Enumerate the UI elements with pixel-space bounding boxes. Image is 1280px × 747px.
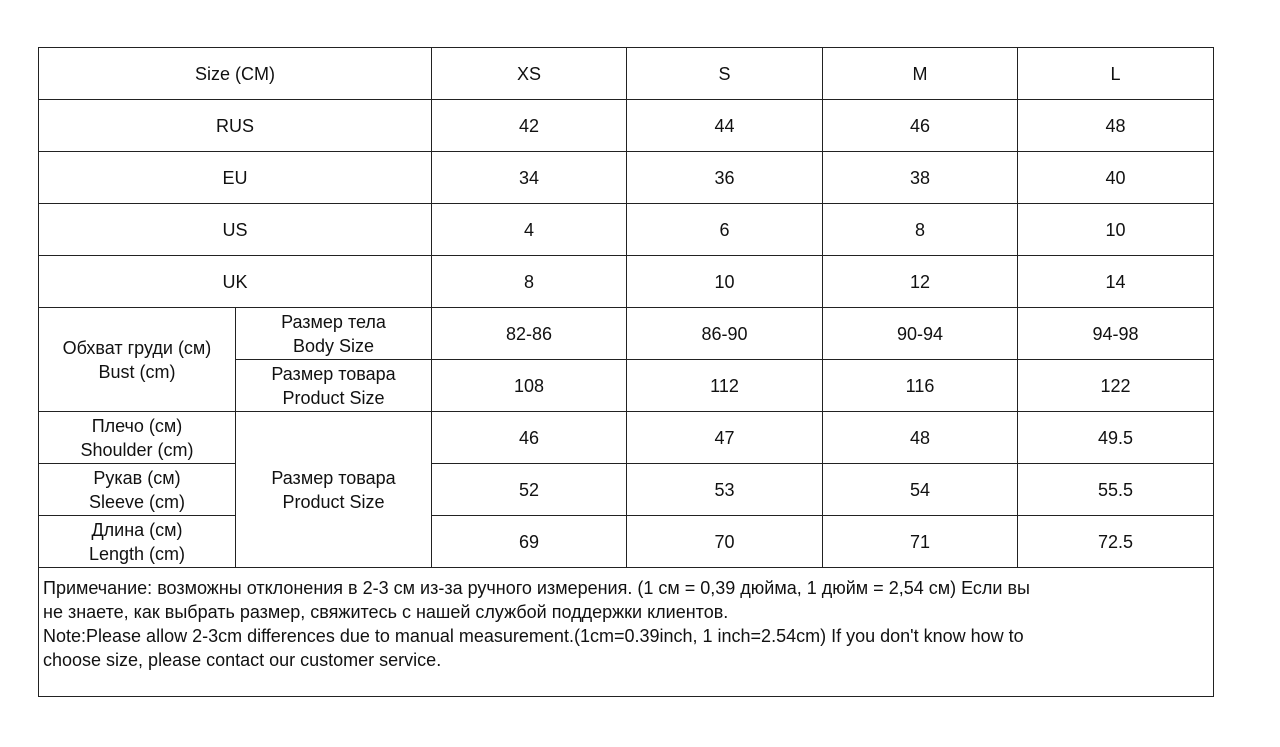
table-cell: 94-98 (1018, 308, 1214, 360)
sub-label-product-size-group (236, 412, 432, 568)
product-group-label-en: Product Size (282, 491, 385, 512)
header-row (39, 48, 1214, 100)
table-cell: 48 (1018, 100, 1214, 152)
product-size-label-ru: Размер товара (271, 363, 396, 384)
body-size-label-en: Body Size (292, 335, 375, 356)
row-label-eu: EU (39, 152, 432, 204)
row-label-sleeve (39, 464, 236, 516)
sleeve-label-ru: Рукав (см) (93, 467, 181, 488)
measurement-note (39, 568, 1214, 697)
table-row-us (39, 204, 1214, 256)
table-cell: 52 (432, 464, 627, 516)
table-cell: 72.5 (1018, 516, 1214, 568)
table-row-shoulder (39, 412, 1214, 464)
note-ru-line-1: Примечание: возможны отклонения в 2-3 см из-за ручного измерения. (1 см = 0,39 дюйма, 1 дюйм = 2,54 см) Если вы (43, 578, 1030, 598)
table-row-length (39, 516, 1214, 568)
sleeve-label-en: Sleeve (cm) (88, 491, 186, 512)
product-size-label-en: Product Size (282, 387, 385, 408)
table-cell: 8 (823, 204, 1018, 256)
row-label-length (39, 516, 236, 568)
note-en-line-1: Note:Please allow 2-3cm differences due to manual measurement.(1cm=0.39inch, 1 inch=2.54cm) If you don't know how to (43, 626, 1024, 646)
table-cell: 112 (627, 360, 823, 412)
header-size-l: L (1018, 48, 1214, 100)
bust-label-en: Bust (cm) (98, 361, 176, 382)
table-cell: 44 (627, 100, 823, 152)
header-size-m: M (823, 48, 1018, 100)
table-cell: 54 (823, 464, 1018, 516)
header-size-label: Size (CM) (39, 48, 432, 100)
row-label-rus: RUS (39, 100, 432, 152)
product-group-label-ru: Размер товара (271, 467, 396, 488)
table-cell: 10 (627, 256, 823, 308)
note-ru-line-2: не знаете, как выбрать размер, свяжитесь с нашей службой поддержки клиентов. (43, 602, 729, 622)
sub-label-body-size (236, 308, 432, 360)
table-cell: 116 (823, 360, 1018, 412)
table-row-bust-body (39, 308, 1214, 360)
table-cell: 47 (627, 412, 823, 464)
table-cell: 8 (432, 256, 627, 308)
table-cell: 4 (432, 204, 627, 256)
table-cell: 90-94 (823, 308, 1018, 360)
table-cell: 49.5 (1018, 412, 1214, 464)
table-cell: 53 (627, 464, 823, 516)
table-cell: 6 (627, 204, 823, 256)
table-cell: 40 (1018, 152, 1214, 204)
row-label-us: US (39, 204, 432, 256)
table-cell: 46 (823, 100, 1018, 152)
note-row (39, 568, 1214, 697)
table-cell: 42 (432, 100, 627, 152)
table-cell: 14 (1018, 256, 1214, 308)
header-size-xs: XS (432, 48, 627, 100)
table-cell: 55.5 (1018, 464, 1214, 516)
table-cell: 108 (432, 360, 627, 412)
table-row-eu (39, 152, 1214, 204)
table-row-sleeve (39, 464, 1214, 516)
table-cell: 70 (627, 516, 823, 568)
table-cell: 12 (823, 256, 1018, 308)
header-size-s: S (627, 48, 823, 100)
table-cell: 122 (1018, 360, 1214, 412)
table-cell: 86-90 (627, 308, 823, 360)
table-cell: 71 (823, 516, 1018, 568)
row-label-shoulder (39, 412, 236, 464)
table-row-rus (39, 100, 1214, 152)
size-table (38, 47, 1214, 697)
row-label-uk: UK (39, 256, 432, 308)
table-cell: 38 (823, 152, 1018, 204)
table-cell: 36 (627, 152, 823, 204)
table-cell: 69 (432, 516, 627, 568)
sub-label-product-size (236, 360, 432, 412)
table-cell: 10 (1018, 204, 1214, 256)
note-en-line-2: choose size, please contact our customer service. (43, 650, 442, 670)
row-label-bust (39, 308, 236, 412)
shoulder-label-en: Shoulder (cm) (80, 439, 194, 460)
length-label-ru: Длина (см) (91, 519, 183, 540)
table-cell: 46 (432, 412, 627, 464)
bust-label-ru: Обхват груди (см) (62, 337, 212, 358)
table-row-uk (39, 256, 1214, 308)
table-cell: 34 (432, 152, 627, 204)
shoulder-label-ru: Плечо (см) (91, 415, 183, 436)
size-chart (38, 47, 1213, 697)
table-cell: 48 (823, 412, 1018, 464)
table-cell: 82-86 (432, 308, 627, 360)
body-size-label-ru: Размер тела (281, 311, 386, 332)
length-label-en: Length (cm) (88, 543, 186, 564)
